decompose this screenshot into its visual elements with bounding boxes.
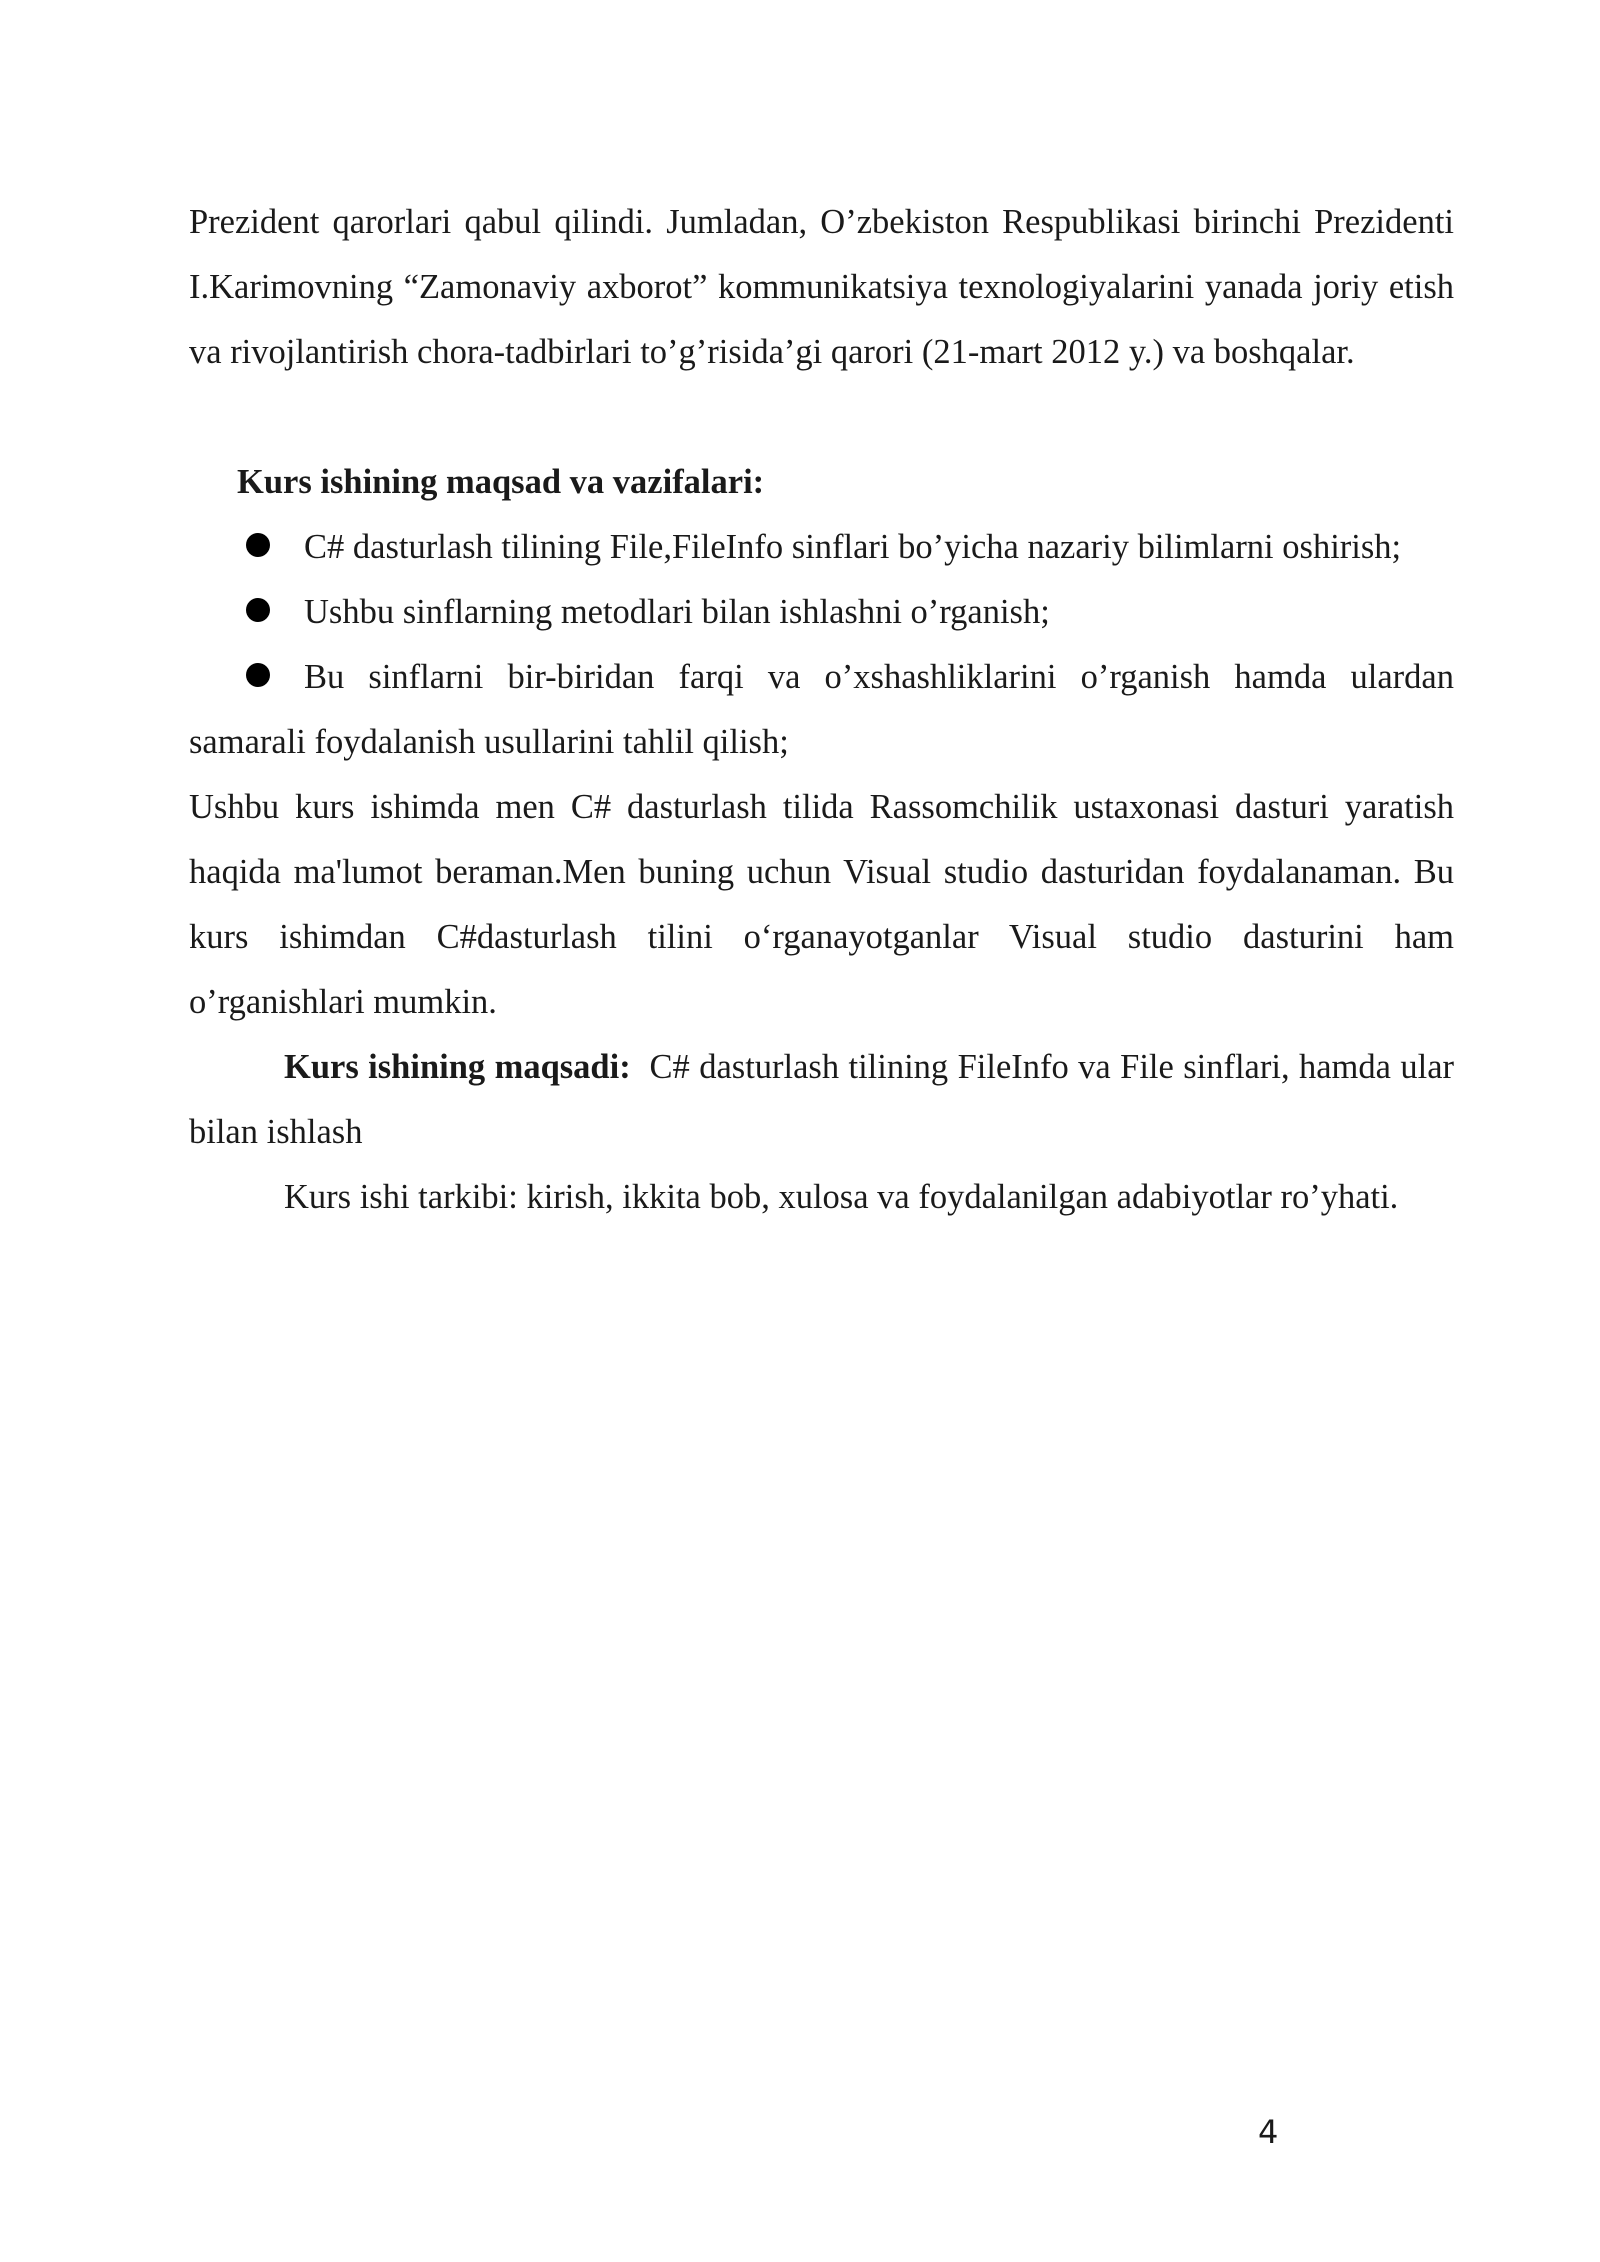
bullet-item-3 (189, 645, 1454, 775)
structure-paragraph: Kurs ishi tarkibi: kirish, ikkita bob, xulosa va foydalanilgan adabiyotlar ro’yhati. (284, 1178, 1399, 1216)
page-number: 4 (1258, 2113, 1279, 2151)
bullet-text: Bu sinflarni bir-biridan farqi va o’xshashliklarini o’rganish hamda ulardan samarali foydalanish usullarini tahlil qilish; (189, 658, 1454, 761)
bullet-icon (246, 533, 270, 557)
bullet-text: C# dasturlash tilining File,FileInfo sinflari bo’yicha nazariy bilimlarni oshirish; (304, 528, 1402, 566)
purpose-text: C# dasturlash tilining FileInfo va File sinflari, hamda ular bilan ishlash (189, 1048, 1463, 1151)
goals-heading: Kurs ishining maqsad va vazifalari: (237, 463, 765, 501)
bullet-icon (246, 663, 270, 687)
page-content (189, 190, 1463, 1230)
bullet-item-1 (189, 515, 1454, 580)
bullet-icon (246, 598, 270, 622)
bullet-item-2 (189, 580, 1454, 645)
intro-paragraph: Prezident qarorlari qabul qilindi. Jumladan, O’zbekiston Respublikasi birinchi Prezidenti I.Karimovning “Zamonaviy axborot” kommunikatsiya texnologiyalarini yanada joriy etish va rivojlantirish chora-tadbirlari to’g’risida’gi qarori (21-mart 2012 y.) va boshqalar. (189, 203, 1454, 371)
purpose-paragraph (189, 1035, 1463, 1165)
body-paragraph: Ushbu kurs ishimda men C# dasturlash tilida Rassomchilik ustaxonasi dasturi yaratish haqida ma'lumot beraman.Men buning uchun Visual studio dasturidan foydalanaman. Bu kurs ishimdan C#dasturlash tilini o‘rganayotganlar Visual studio dasturini ham o’rganishlari mumkin. (189, 788, 1454, 1021)
purpose-label: Kurs ishining maqsadi: (284, 1048, 631, 1086)
bullet-text: Ushbu sinflarning metodlari bilan ishlashni o’rganish; (304, 593, 1050, 631)
